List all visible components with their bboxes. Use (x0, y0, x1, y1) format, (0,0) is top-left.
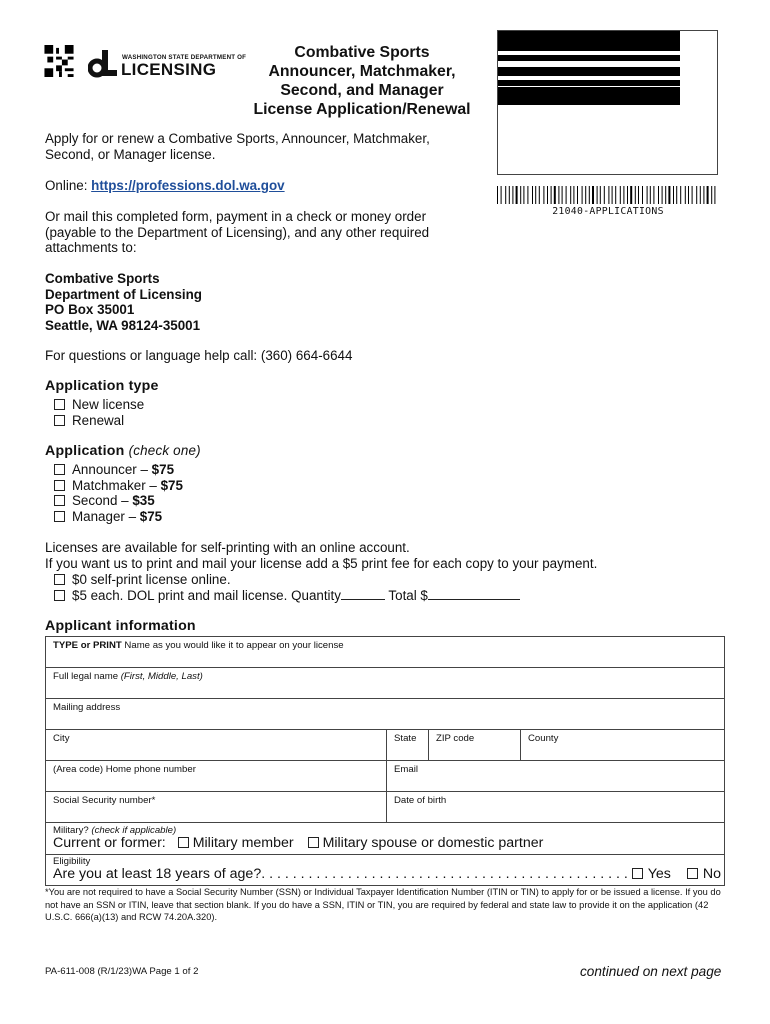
city-field[interactable]: City (53, 733, 70, 744)
name-display-row (46, 637, 724, 668)
checkbox[interactable] (54, 511, 65, 522)
address-line: Department of Licensing (45, 286, 202, 302)
quantity-field[interactable] (341, 599, 385, 600)
email-field[interactable]: Email (386, 761, 726, 791)
help-line: For questions or language help call: (360) 664-6644 (45, 348, 353, 363)
option-second[interactable]: Second – $35 (54, 493, 183, 509)
mail-line: Or mail this completed form, payment in a check or money order (45, 209, 427, 224)
option-new-license[interactable]: New license (54, 397, 144, 413)
online-label: Online: (45, 178, 92, 193)
address-line: Combative Sports (45, 271, 160, 286)
office-use-box (497, 30, 718, 175)
eligibility-yes[interactable]: Yes (632, 866, 671, 882)
print-line: If you want us to print and mail your license add a $5 print fee for each copy to your payment. (45, 555, 598, 571)
option-renewal[interactable]: Renewal (54, 413, 144, 429)
option-manager[interactable]: Manager – $75 (54, 509, 183, 525)
checkbox[interactable] (687, 868, 698, 879)
office-use-stripe (498, 80, 680, 86)
application-note: (check one) (128, 443, 201, 458)
application-options (54, 462, 183, 524)
office-use-stripe (498, 87, 680, 105)
title-line: Combative Sports (294, 44, 430, 61)
mailing-address-field[interactable]: Mailing address (53, 702, 121, 713)
title-line: License Application/Renewal (253, 101, 471, 118)
office-use-stripe (498, 55, 680, 61)
military-field: Military? (check if applicable) Current or former: Military member Military spouse or domestic partner (53, 825, 544, 851)
checkbox[interactable] (54, 590, 65, 601)
zip-field[interactable]: ZIP code (428, 730, 520, 760)
checkbox[interactable] (54, 495, 65, 506)
form-id: PA-611-008 (R/1/23)WA Page 1 of 2 (45, 966, 199, 977)
full-name-field[interactable]: Full legal name (First, Middle, Last) (53, 671, 203, 682)
phone-row (46, 761, 724, 792)
city-row (46, 730, 724, 761)
continued-note: continued on next page (580, 964, 722, 979)
title-line: Second, and Manager (280, 82, 444, 99)
option-dol-print[interactable]: $5 each. DOL print and mail license. Quantity Total $ (54, 588, 520, 604)
checkbox[interactable] (54, 399, 65, 410)
online-line (45, 178, 285, 194)
application-type-heading: Application type (45, 378, 159, 394)
phone-field[interactable]: (Area code) Home phone number (53, 764, 196, 775)
application-heading: Application (check one) (45, 443, 201, 459)
military-row (46, 823, 724, 855)
option-announcer[interactable]: Announcer – $75 (54, 462, 183, 478)
name-display-field[interactable]: TYPE or PRINT Name as you would like it to appear on your license (53, 640, 344, 651)
state-field[interactable]: State (386, 730, 428, 760)
intro-line: Second, or Manager license. (45, 146, 216, 162)
title-line: Announcer, Matchmaker, (268, 63, 456, 80)
address-line: PO Box 35001 (45, 302, 135, 318)
checkbox[interactable] (54, 480, 65, 491)
address-line: Seattle, WA 98124-35001 (45, 318, 201, 334)
applicant-heading: Applicant information (45, 618, 196, 634)
eligibility-field: Eligibility Are you at least 18 years of age?. . . . . . . . . . . . . . . . . . . . . . . . . . . . . . . . . . . . . . . . . . . . . . . Yes No (53, 856, 721, 882)
applicant-form (45, 636, 725, 886)
total-field[interactable] (428, 599, 520, 600)
print-info (45, 540, 597, 571)
barcode-icon (497, 186, 719, 204)
checkbox[interactable] (54, 464, 65, 475)
full-name-row (46, 668, 724, 699)
agency-name-small: WASHINGTON STATE DEPARTMENT OF (122, 54, 247, 61)
mailing-row (46, 699, 724, 730)
checkbox[interactable] (632, 868, 643, 879)
checkbox[interactable] (178, 837, 189, 848)
office-use-stripe (498, 67, 680, 76)
ssn-row (46, 792, 724, 823)
military-member-option[interactable]: Military member (178, 835, 294, 851)
application-type-options (54, 397, 144, 428)
ssn-field[interactable]: Social Security number* (53, 795, 156, 806)
checkbox[interactable] (308, 837, 319, 848)
barcode-label: 21040-APPLICATIONS (552, 206, 664, 217)
online-link[interactable]: https://professions.dol.wa.gov (91, 178, 285, 193)
option-self-print[interactable]: $0 self-print license online. (54, 572, 520, 588)
print-line: Licenses are available for self-printing with an online account. (45, 540, 410, 555)
intro-text (45, 131, 430, 162)
eligibility-no[interactable]: No (687, 866, 721, 882)
county-field[interactable]: County (520, 730, 726, 760)
military-spouse-option[interactable]: Military spouse or domestic partner (308, 835, 544, 851)
dol-logo-icon (88, 48, 118, 78)
print-options (54, 572, 520, 603)
page-title (228, 43, 496, 119)
agency-name: LICENSING (121, 60, 217, 79)
checkbox[interactable] (54, 574, 65, 585)
mail-line: attachments to: (45, 240, 137, 256)
eligibility-row (46, 855, 724, 885)
qr-code-icon (44, 45, 74, 77)
mail-line: (payable to the Department of Licensing), and any other required (45, 224, 430, 240)
ssn-footnote: *You are not required to have a Social Security Number (SSN) or Individual Taxpayer Identification Number (ITIN or TIN) to apply for or be issued a license. If you do not have an SSN or ITIN, leave that section blank. If you do have a SSN, ITIN or TIN, you are required by federal and state law to provide it on the application (42 U.S.C. 666(a)(13) and RCW 74.20A.320). (45, 887, 721, 922)
option-matchmaker[interactable]: Matchmaker – $75 (54, 478, 183, 494)
office-use-stripe (498, 31, 680, 51)
intro-line: Apply for or renew a Combative Sports, Announcer, Matchmaker, (45, 131, 430, 146)
checkbox[interactable] (54, 415, 65, 426)
mail-instructions (45, 209, 429, 256)
mailing-address (45, 271, 202, 334)
dob-field[interactable]: Date of birth (386, 792, 726, 822)
